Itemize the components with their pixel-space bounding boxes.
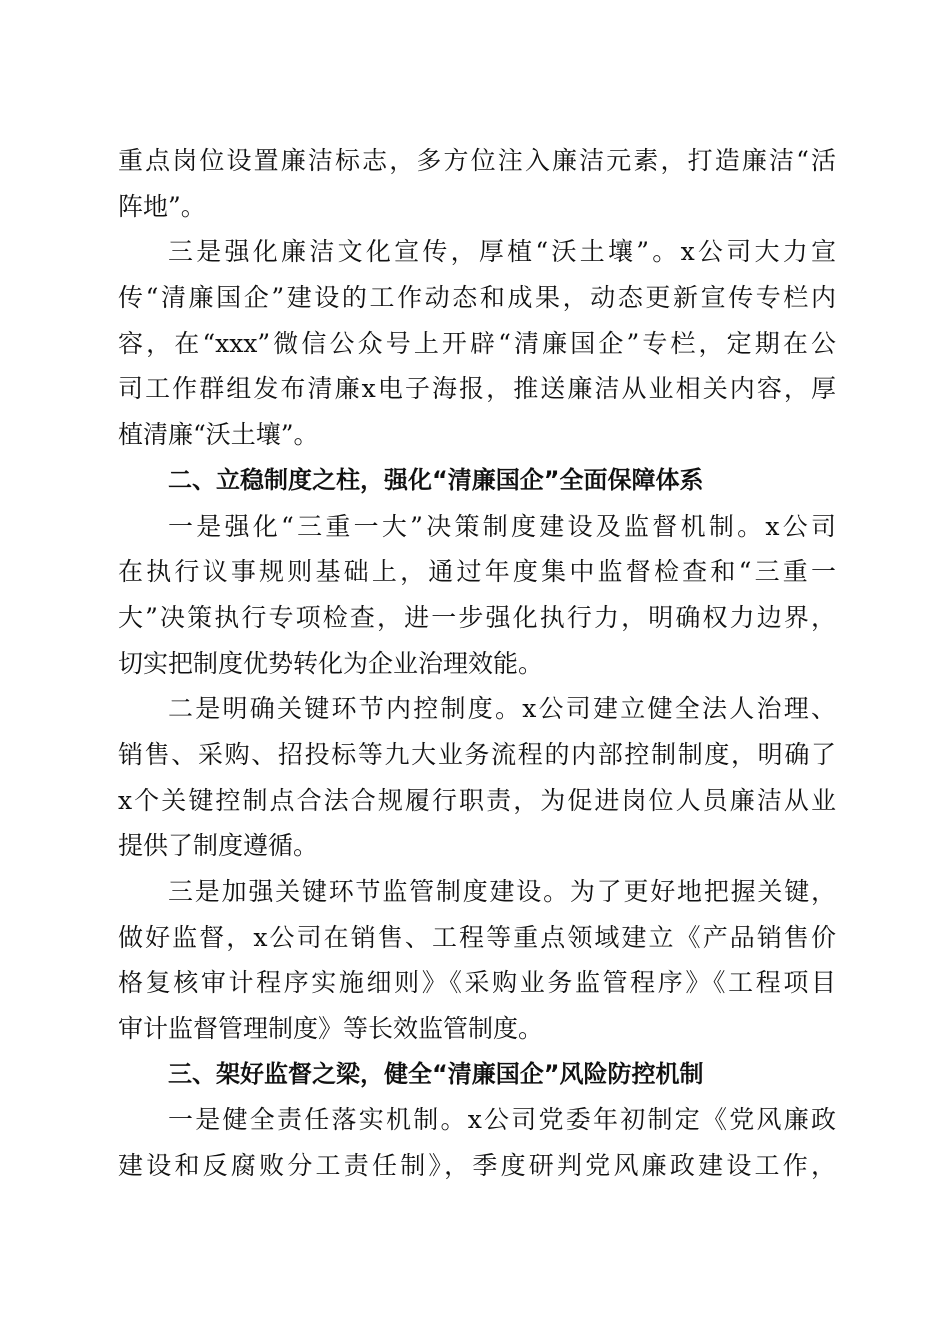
paragraph-line: 销售、采购、招投标等九大业务流程的内部控制制度，明确了 <box>118 739 836 769</box>
paragraph-line: 三是加强关键环节监管制度建设。为了更好地把握关键， <box>168 877 836 906</box>
paragraph-line: 建设和反腐败分工责任制》，季度研判党风廉政建设工作， <box>118 1151 836 1181</box>
paragraph-line: 三是强化廉洁文化宣传，厚植“沃土壤”。x公司大力宣 <box>168 237 836 267</box>
paragraph-line: 阵地”。 <box>118 191 206 221</box>
paragraph-line: 在执行议事规则基础上，通过年度集中监督检查和“三重一 <box>118 557 836 587</box>
section-heading: 三、架好监督之梁，健全“清廉国企”风险防控机制 <box>168 1059 704 1088</box>
paragraph-line: 审计监督管理制度》等长效监管制度。 <box>118 1014 544 1044</box>
paragraph-line: x个关键控制点合法合规履行职责，为促进岗位人员廉洁从业 <box>118 785 836 815</box>
paragraph-line: 植清廉“沃土壤”。 <box>118 420 319 450</box>
paragraph-line: 格复核审计程序实施细则》《采购业务监管程序》《工程项目 <box>118 968 836 998</box>
paragraph-line: 容，在“xxx”微信公众号上开辟“清廉国企”专栏，定期在公 <box>118 328 836 358</box>
paragraph-line: 一是健全责任落实机制。x公司党委年初制定《党风廉政 <box>168 1105 836 1135</box>
paragraph-line: 切实把制度优势转化为企业治理效能。 <box>118 648 544 678</box>
section-heading: 二、立稳制度之柱，强化“清廉国企”全面保障体系 <box>168 465 704 494</box>
paragraph-line: 重点岗位设置廉洁标志，多方位注入廉洁元素，打造廉洁“活 <box>118 146 836 175</box>
paragraph-line: 司工作群组发布清廉x电子海报，推送廉洁从业相关内容，厚 <box>118 374 836 404</box>
body-text <box>118 138 836 1189</box>
paragraph-line: 一是强化“三重一大”决策制度建设及监督机制。x公司 <box>168 511 836 541</box>
paragraph-line: 传“清廉国企”建设的工作动态和成果，动态更新宣传专栏内 <box>118 283 836 313</box>
paragraph-line: 做好监督，x公司在销售、工程等重点领域建立《产品销售价 <box>118 922 836 952</box>
paragraph-line: 二是明确关键环节内控制度。x公司建立健全法人治理、 <box>168 694 836 724</box>
paragraph-line: 大”决策执行专项检查，进一步强化执行力，明确权力边界， <box>118 602 836 632</box>
paragraph-line: 提供了制度遵循。 <box>118 831 319 861</box>
